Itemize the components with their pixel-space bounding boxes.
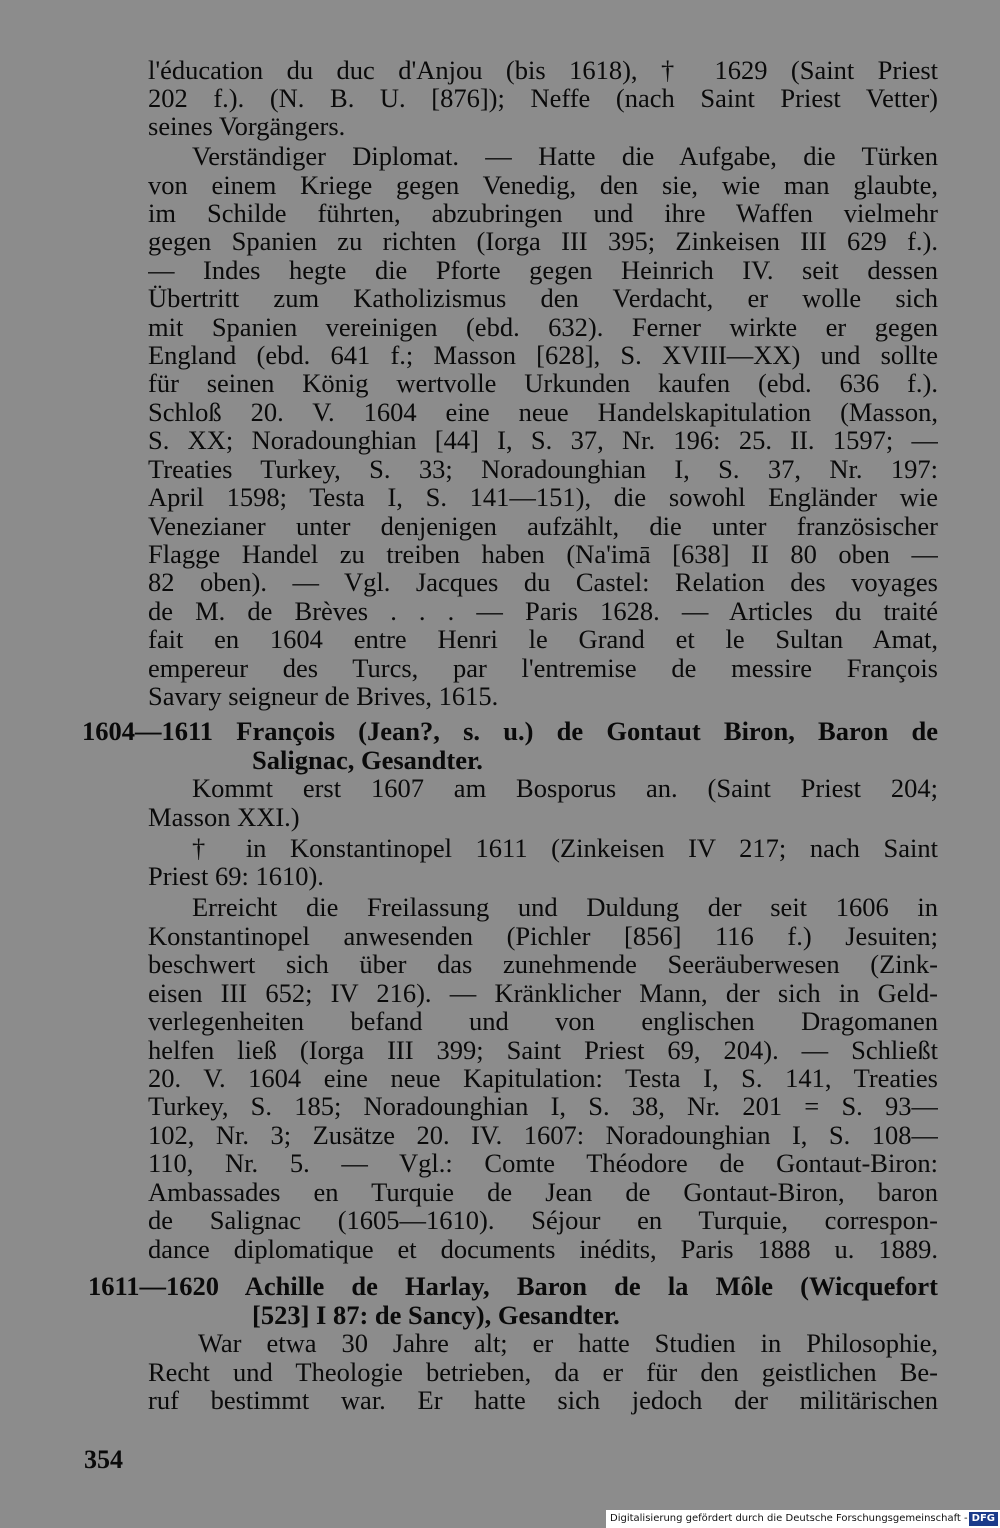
text-line: mit Spanien vereinigen (ebd. 632). Ferner wirkte er gegen — [148, 312, 938, 342]
text-line: eisen III 652; IV 216). — Kränklicher Mann, der sich in Geld- — [148, 978, 938, 1008]
text-line: empereur des Turcs, par l'entremise de messire François — [148, 653, 938, 683]
text-line: Turkey, S. 185; Noradounghian I, S. 38, Nr. 201 = S. 93— — [148, 1091, 938, 1121]
text-line: 110, Nr. 5. — Vgl.: Comte Théodore de Gontaut-Biron: — [148, 1148, 938, 1178]
text-line: Venezianer unter denjenigen aufzählt, die unter französischer — [148, 511, 938, 541]
text-line: von einem Kriege gegen Venedig, den sie, wie man glaubte, — [148, 170, 938, 200]
text-line: England (ebd. 641 f.; Masson [628], S. XVIII—XX) und sollte — [148, 340, 938, 370]
entry-heading: 1611—1620 Achille de Harlay, Baron de la Môle (Wicquefort — [88, 1271, 938, 1301]
text-line: Übertritt zum Katholizismus den Verdacht, er wolle sich — [148, 283, 938, 313]
text-line: helfen ließ (Iorga III 399; Saint Priest 69, 204). — Schließt — [148, 1035, 938, 1065]
text-line: Treaties Turkey, S. 33; Noradounghian I, S. 37, Nr. 197: — [148, 454, 938, 484]
text-line: l'éducation du duc d'Anjou (bis 1618), † 1629 (Saint Priest — [148, 55, 938, 85]
funding-footer — [606, 1510, 1000, 1528]
text-line: für seinen König wertvolle Urkunden kaufen (ebd. 636 f.). — [148, 368, 938, 398]
text-line: Kommt erst 1607 am Bosporus an. (Saint Priest 204; — [192, 773, 938, 803]
text-line: 102, Nr. 3; Zusätze 20. IV. 1607: Noradounghian I, S. 108— — [148, 1120, 938, 1150]
text-line: Flagge Handel zu treiben haben (Na'imā [638] II 80 oben — — [148, 539, 938, 569]
text-line: April 1598; Testa I, S. 141—151), die sowohl Engländer wie — [148, 482, 938, 512]
text-line: Ambassades en Turquie de Jean de Gontaut-Biron, baron — [148, 1177, 938, 1207]
text-line: ruf bestimmt war. Er hatte sich jedoch der militärischen — [148, 1385, 938, 1415]
text-line: Schloß 20. V. 1604 eine neue Handelskapitulation (Masson, — [148, 397, 938, 427]
text-line: dance diplomatique et documents inédits, Paris 1888 u. 1889. — [148, 1234, 938, 1264]
text-line: seines Vorgängers. — [148, 111, 346, 141]
text-line: Verständiger Diplomat. — Hatte die Aufgabe, die Türken — [192, 141, 938, 171]
text-line: 202 f.). (N. B. U. [876]); Neffe (nach Saint Priest Vetter) — [148, 83, 938, 113]
page-number: 354 — [84, 1445, 123, 1474]
text-line: War etwa 30 Jahre alt; er hatte Studien in Philosophie, — [198, 1328, 938, 1358]
text-line: im Schilde führten, abzubringen und ihre Waffen vielmehr — [148, 198, 938, 228]
text-line: 82 oben). — Vgl. Jacques du Castel: Relation des voyages — [148, 567, 938, 597]
text-line: — Indes hegte die Pforte gegen Heinrich IV. seit dessen — [148, 255, 938, 285]
text-line: de Salignac (1605—1610). Séjour en Turquie, correspon- — [148, 1205, 938, 1235]
text-line: verlegenheiten befand und von englischen Dragomanen — [148, 1006, 938, 1036]
entry-heading: 1604—1611 François (Jean?, s. u.) de Gontaut Biron, Baron de — [82, 716, 938, 746]
entry-heading-continuation: [523] I 87: de Sancy), Gesandter. — [252, 1300, 620, 1330]
text-line: Masson XXI.) — [148, 802, 300, 832]
text-line: fait en 1604 entre Henri le Grand et le Sultan Amat, — [148, 624, 938, 654]
text-line: † in Konstantinopel 1611 (Zinkeisen IV 217; nach Saint — [192, 833, 938, 863]
footer-text: Digitalisierung gefördert durch die Deutsche Forschungsgemeinschaft - — [610, 1513, 968, 1524]
dfg-logo: DFG — [969, 1512, 998, 1526]
text-line: Erreicht die Freilassung und Duldung der seit 1606 in — [192, 892, 938, 922]
entry-heading-continuation: Salignac, Gesandter. — [252, 745, 483, 775]
text-line: Savary seigneur de Brives, 1615. — [148, 681, 499, 711]
text-line: Recht und Theologie betrieben, da er für den geistlichen Be- — [148, 1357, 938, 1387]
text-line: Priest 69: 1610). — [148, 861, 324, 891]
text-line: beschwert sich über das zunehmende Seeräuberwesen (Zink- — [148, 949, 938, 979]
text-line: de M. de Brèves . . . — Paris 1628. — Articles du traité — [148, 596, 938, 626]
text-line: gegen Spanien zu richten (Iorga III 395; Zinkeisen III 629 f.). — [148, 226, 938, 256]
text-line: 20. V. 1604 eine neue Kapitulation: Testa I, S. 141, Treaties — [148, 1063, 938, 1093]
text-line: Konstantinopel anwesenden (Pichler [856] 116 f.) Jesuiten; — [148, 921, 938, 951]
text-line: S. XX; Noradounghian [44] I, S. 37, Nr. 196: 25. II. 1597; — — [148, 425, 938, 455]
